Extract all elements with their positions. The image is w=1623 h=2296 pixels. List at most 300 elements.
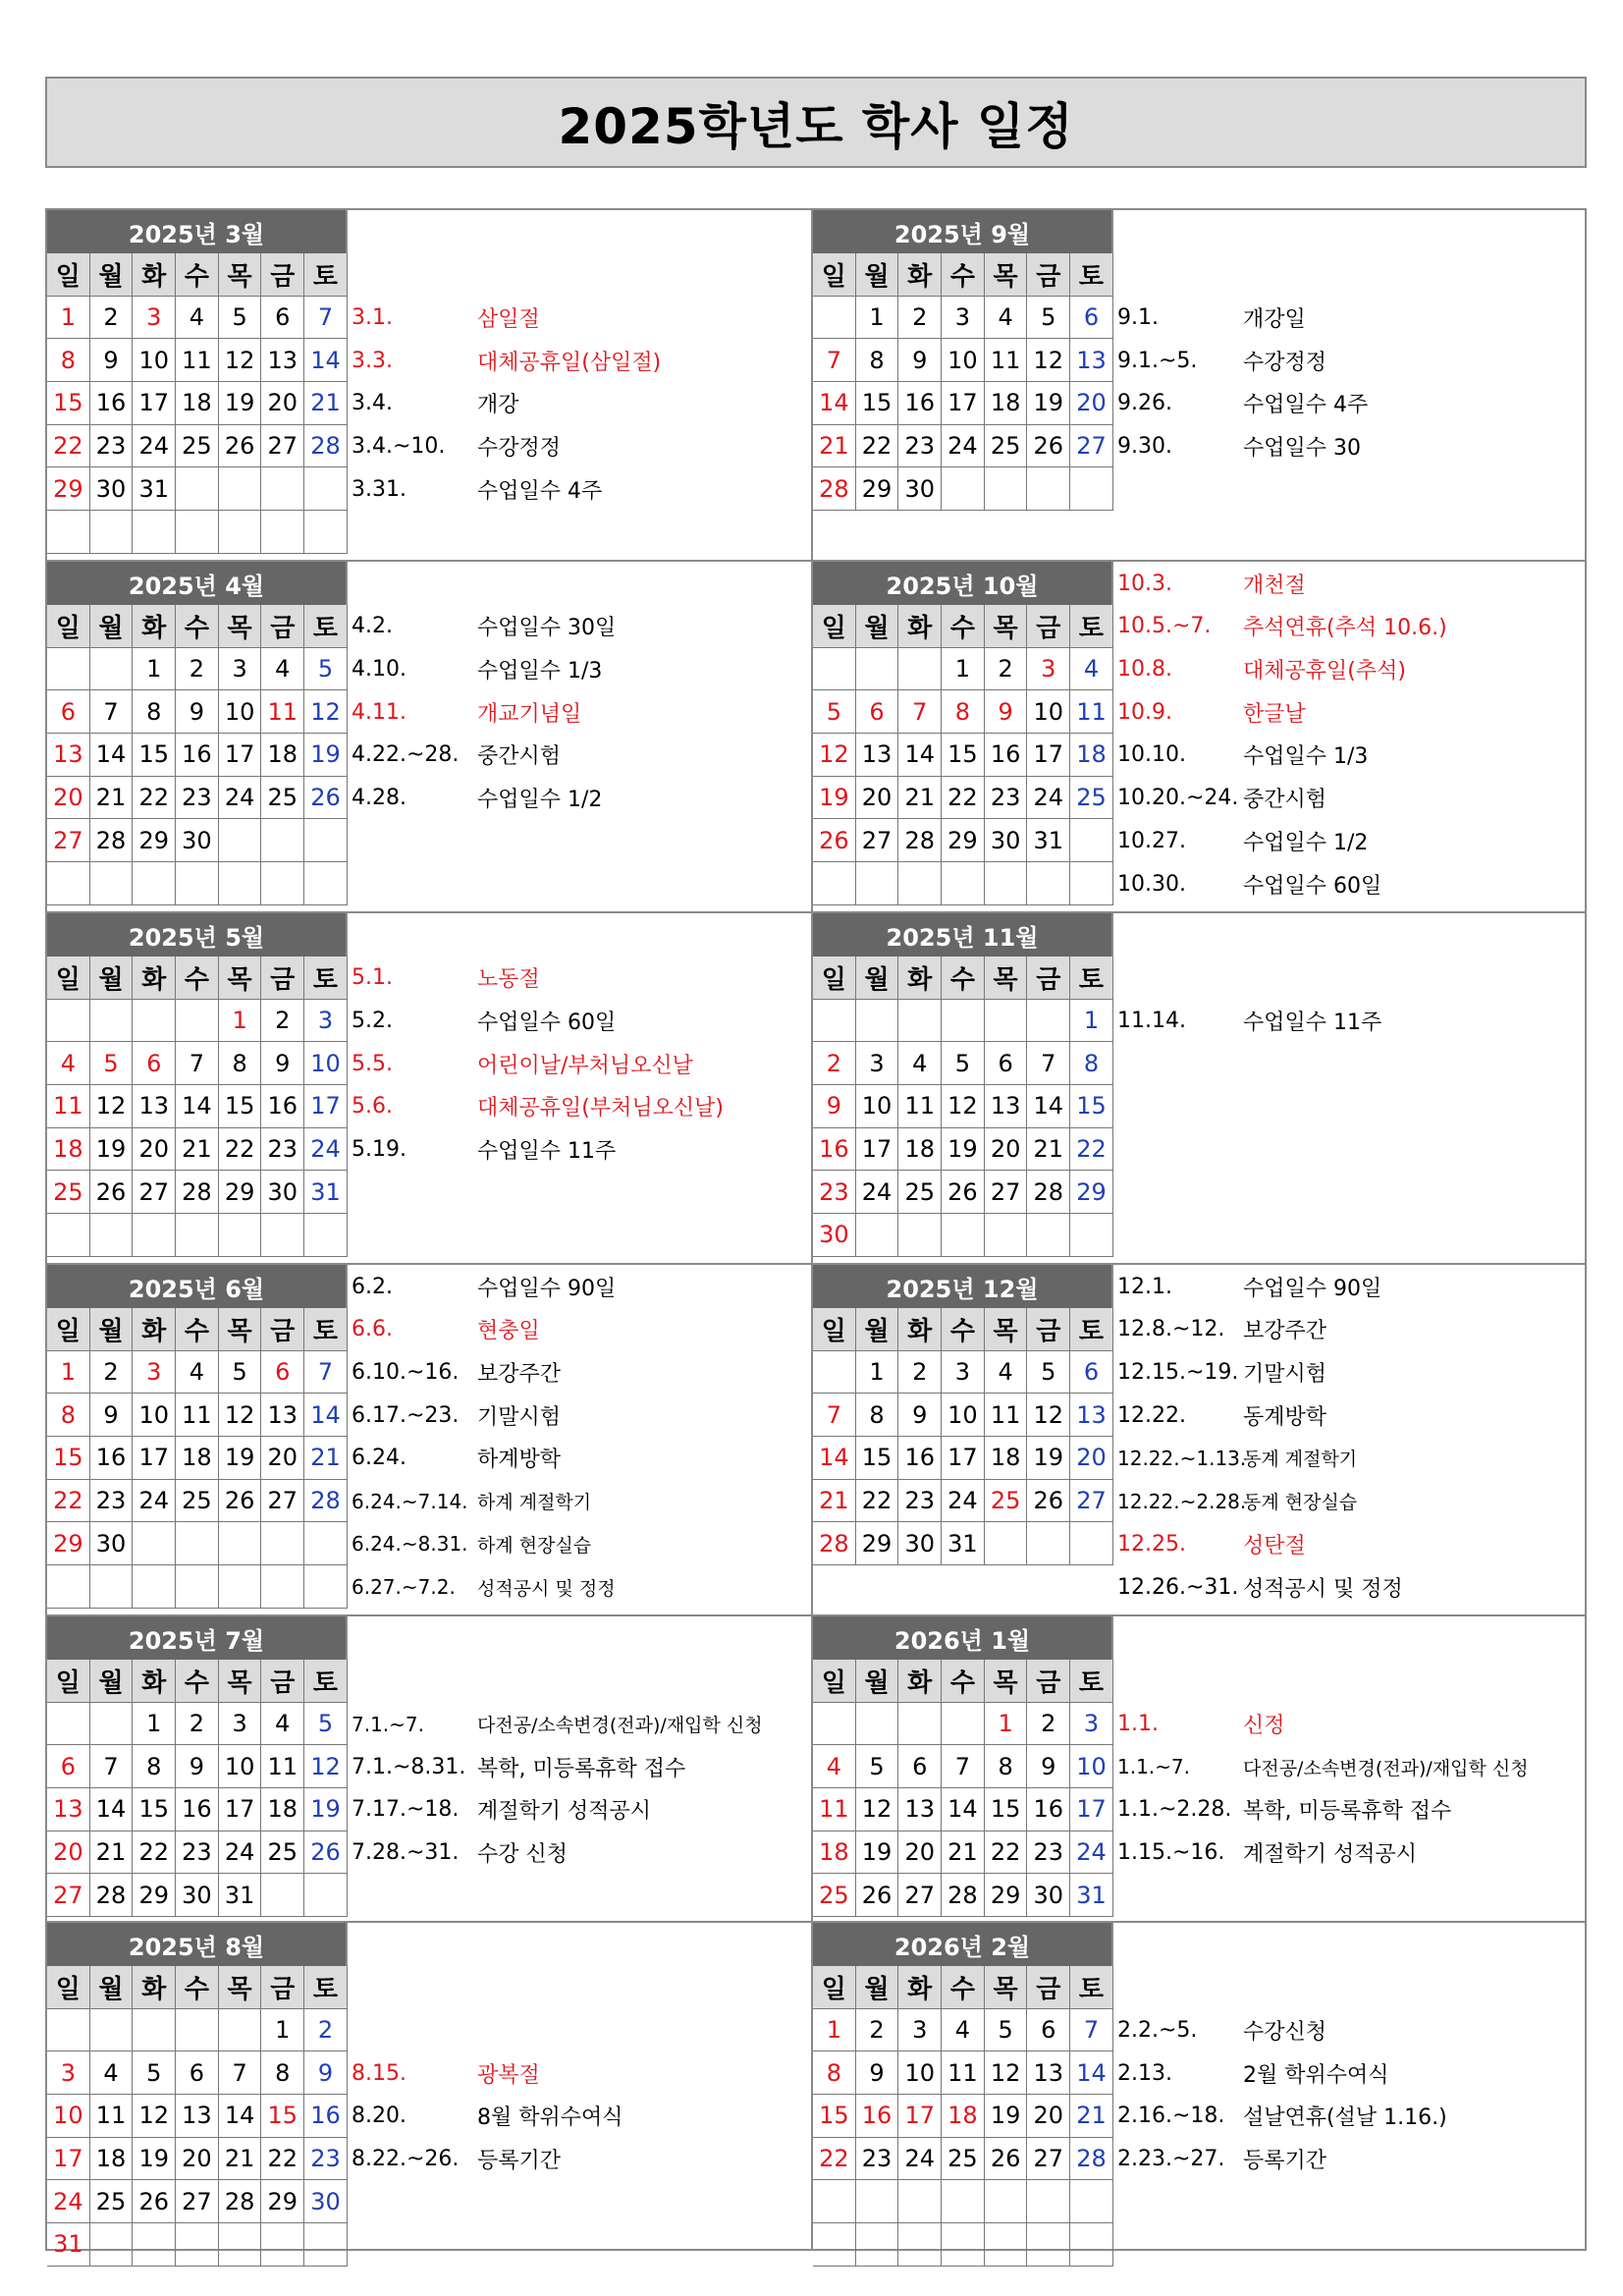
month-title: 2025년 6월 [47,1265,348,1308]
day-cell: 11 [813,1788,856,1831]
week-row [47,1214,348,1257]
day-cell: 14 [90,734,134,777]
day-cell: 16 [1027,1788,1070,1831]
weekday-header [47,1308,348,1351]
week-row [47,1831,348,1875]
day-cell [219,862,262,905]
week-row [813,819,1113,862]
week-row [47,690,348,734]
week-row [813,862,1113,905]
day-cell: 10 [942,1394,985,1437]
day-cell: 6 [133,1042,176,1085]
event-title: 대체공휴일(부처님오신날) [477,1096,724,1121]
day-cell [898,1000,942,1043]
event-title: 다전공/소속변경(전과)/재입학 신청 [1243,1757,1529,1779]
day-cell: 7 [813,1394,856,1437]
weekday-label: 목 [219,253,262,297]
weekday-header [47,1966,348,2009]
day-cell: 22 [47,1480,90,1523]
event-date: 12.26.~31. [1117,1574,1239,1600]
week-row [47,1000,348,1043]
event-title: 하계 계절학기 [477,1492,592,1514]
week-row [47,1437,348,1480]
day-cell: 26 [942,1171,985,1214]
month-title: 2025년 10월 [813,562,1113,605]
month-block [811,1921,1585,2249]
day-cell: 2 [90,297,134,340]
day-cell: 26 [219,1480,262,1523]
day-cell: 25 [813,1874,856,1917]
day-cell: 23 [1027,1831,1070,1875]
month-title: 2025년 5월 [47,913,348,957]
weekday-label: 화 [898,1966,942,2009]
day-cell [261,2223,304,2267]
event-date: 6.27.~7.2. [352,1575,456,1600]
day-cell: 7 [1070,2009,1113,2052]
day-cell: 21 [304,382,348,425]
day-cell: 12 [1027,1394,1070,1437]
day-cell: 12 [133,2095,176,2138]
day-cell: 18 [985,1437,1028,1480]
day-cell: 22 [1070,1128,1113,1172]
day-cell: 10 [219,1745,262,1788]
event-title: 보강주간 [1243,1319,1327,1344]
day-cell: 2 [176,1703,219,1746]
month-calendar [813,562,1113,905]
event-title: 추석연휴(추석 10.6.) [1243,616,1447,641]
day-cell: 12 [856,1788,899,1831]
month-block [811,911,1585,1263]
day-cell: 14 [176,1085,219,1128]
day-cell: 28 [942,1874,985,1917]
event-row [352,1049,693,1078]
day-cell: 21 [898,777,942,820]
event-date: 10.8. [1117,657,1172,683]
weekday-label: 화 [133,605,176,648]
day-cell: 31 [942,1522,985,1565]
day-cell: 7 [176,1042,219,1085]
calendar-frame [45,208,1587,2259]
day-cell: 5 [304,648,348,691]
day-cell: 11 [1070,690,1113,734]
day-cell: 2 [898,297,942,340]
day-cell: 8 [133,1745,176,1788]
weekday-label: 수 [176,1308,219,1351]
week-row [47,1874,348,1917]
day-cell: 21 [219,2138,262,2181]
event-row [352,963,540,993]
day-cell: 11 [985,339,1028,382]
day-cell: 24 [304,1128,348,1172]
day-cell: 25 [1070,777,1113,820]
day-cell: 11 [942,2051,985,2095]
month-block [811,560,1585,911]
day-cell [856,2180,899,2223]
day-cell: 24 [133,425,176,468]
weekday-label: 금 [1027,1966,1070,2009]
event-row [1117,655,1406,684]
day-cell [133,2009,176,2052]
event-row [352,697,581,727]
day-cell: 15 [133,734,176,777]
day-cell [47,511,90,554]
event-title: 수업일수 60일 [1243,873,1382,899]
day-cell: 20 [985,1128,1028,1172]
event-date: 12.22.~1.13. [1117,1446,1247,1470]
day-cell: 22 [47,425,90,468]
day-cell: 4 [176,297,219,340]
day-cell: 6 [261,1351,304,1394]
day-cell: 7 [813,339,856,382]
day-cell: 26 [856,1874,899,1917]
event-row [1117,1710,1285,1739]
day-cell: 8 [261,2051,304,2095]
day-cell: 7 [898,690,942,734]
day-cell: 6 [176,2051,219,2095]
event-date: 7.1.~7. [352,1712,425,1736]
weekday-header [47,253,348,297]
day-cell: 23 [90,1480,134,1523]
day-cell: 4 [813,1745,856,1788]
event-title: 동계 현장실습 [1243,1492,1358,1514]
weekday-label: 토 [1070,605,1113,648]
day-cell: 24 [133,1480,176,1523]
month-block [47,208,811,560]
day-cell [176,862,219,905]
day-cell: 1 [856,297,899,340]
day-cell: 14 [898,734,942,777]
week-row [47,511,348,554]
weekday-label: 금 [1027,253,1070,297]
event-row [352,655,602,684]
day-cell [856,648,899,691]
day-cell: 15 [261,2095,304,2138]
day-cell [813,2223,856,2267]
day-cell: 22 [813,2138,856,2181]
day-cell: 15 [813,2095,856,2138]
event-date: 5.19. [352,1137,406,1163]
day-cell: 31 [47,2223,90,2267]
weekday-label: 금 [1027,605,1070,648]
day-cell: 3 [942,1351,985,1394]
month-calendar [813,1923,1113,2267]
week-row [47,425,348,468]
day-cell: 31 [133,467,176,511]
week-row [813,1000,1113,1043]
day-cell [304,1874,348,1917]
day-cell: 24 [942,1480,985,1523]
month-calendar [813,1616,1113,1917]
day-cell: 17 [856,1128,899,1172]
weekday-label: 목 [985,605,1028,648]
week-row [813,1394,1113,1437]
event-date: 4.2. [352,614,393,639]
day-cell: 24 [1070,1831,1113,1875]
event-date: 3.4.~10. [352,434,446,460]
day-cell: 7 [942,1745,985,1788]
day-cell: 27 [1027,2138,1070,2181]
week-row [813,690,1113,734]
month-block [47,1921,811,2259]
day-cell [898,862,942,905]
day-cell: 15 [219,1085,262,1128]
day-cell: 4 [985,1351,1028,1394]
week-row [47,297,348,340]
day-cell: 2 [856,2009,899,2052]
event-date: 1.1.~2.28. [1117,1797,1232,1823]
day-cell: 26 [1027,1480,1070,1523]
day-cell: 19 [304,734,348,777]
day-cell: 28 [90,1874,134,1917]
day-cell: 11 [898,1085,942,1128]
event-title: 수강정정 [1243,350,1327,375]
day-cell: 27 [261,425,304,468]
week-row [813,648,1113,691]
day-cell [813,862,856,905]
weekday-label: 수 [942,1308,985,1351]
day-cell: 4 [942,2009,985,2052]
day-cell [176,1522,219,1565]
day-cell: 3 [219,1703,262,1746]
weekday-label: 화 [898,1308,942,1351]
day-cell [985,1522,1028,1565]
event-row [352,1752,685,1781]
day-cell: 13 [856,734,899,777]
day-cell: 9 [176,690,219,734]
day-cell: 20 [898,1831,942,1875]
event-date: 8.20. [352,2104,406,2129]
week-row [47,2051,348,2095]
day-cell [90,1703,134,1746]
event-date: 5.2. [352,1009,393,1034]
week-row [813,382,1113,425]
day-cell: 21 [1070,2095,1113,2138]
day-cell: 4 [261,1703,304,1746]
week-row [47,1522,348,1565]
event-row [352,784,602,813]
weekday-label: 월 [856,1660,899,1703]
day-cell [304,1565,348,1609]
event-date: 7.28.~31. [352,1840,460,1866]
day-cell: 21 [813,1480,856,1523]
day-cell: 17 [1027,734,1070,777]
day-cell: 9 [813,1085,856,1128]
day-cell: 3 [133,297,176,340]
day-cell: 8 [942,690,985,734]
day-cell: 12 [304,690,348,734]
day-cell: 1 [856,1351,899,1394]
event-date: 6.2. [352,1274,393,1299]
day-cell [47,2009,90,2052]
weekday-label: 일 [47,957,90,1000]
weekday-label: 금 [261,253,304,297]
day-cell [176,467,219,511]
day-cell: 22 [133,1831,176,1875]
event-date: 4.10. [352,657,406,683]
day-cell: 1 [219,1000,262,1043]
weekday-label: 목 [985,253,1028,297]
day-cell: 2 [985,648,1028,691]
week-row [47,2180,348,2223]
day-cell: 23 [176,1831,219,1875]
day-cell: 26 [813,819,856,862]
day-cell: 7 [304,1351,348,1394]
event-row [1117,1838,1417,1868]
event-row [352,1272,616,1301]
day-cell: 3 [942,297,985,340]
weekday-label: 화 [898,253,942,297]
day-cell: 27 [133,1171,176,1214]
weekday-label: 목 [985,1966,1028,2009]
day-cell: 16 [261,1085,304,1128]
day-cell: 17 [304,1085,348,1128]
day-cell [1027,2180,1070,2223]
event-date: 9.26. [1117,391,1172,416]
day-cell [856,1214,899,1257]
month-calendar [813,210,1113,511]
event-row [1117,1400,1326,1430]
day-cell [985,2223,1028,2267]
event-date: 12.22.~2.28. [1117,1489,1247,1513]
event-row [352,1444,561,1473]
day-cell: 13 [1070,339,1113,382]
day-cell [261,1522,304,1565]
event-row [1117,697,1306,727]
day-cell: 16 [90,382,134,425]
day-cell: 31 [1027,819,1070,862]
day-cell: 18 [942,2095,985,2138]
weekday-label: 금 [1027,1308,1070,1351]
day-cell: 29 [1070,1171,1113,1214]
day-cell: 16 [898,382,942,425]
month-title: 2025년 7월 [47,1616,348,1660]
title-bar [45,77,1587,168]
day-cell [261,511,304,554]
event-date: 1.1.~7. [1117,1755,1191,1779]
event-title: 등록기간 [1243,2149,1327,2174]
day-cell: 11 [47,1085,90,1128]
day-cell: 16 [898,1437,942,1480]
event-title: 수업일수 1/2 [477,788,603,813]
month-calendar [47,1616,348,1917]
day-cell: 8 [133,690,176,734]
event-date: 12.8.~12. [1117,1317,1225,1342]
event-row [352,1838,568,1868]
week-row [813,1214,1113,1257]
day-cell [219,1565,262,1609]
day-cell: 29 [856,1522,899,1565]
weekday-label: 토 [1070,957,1113,1000]
day-cell: 11 [176,339,219,382]
event-title: 복학, 미등록휴학 접수 [477,1756,686,1781]
event-date: 1.15.~16. [1117,1840,1225,1866]
week-row [813,1788,1113,1831]
week-row [47,819,348,862]
day-cell: 10 [219,690,262,734]
day-cell: 6 [1070,1351,1113,1394]
day-cell: 7 [90,1745,134,1788]
event-date: 12.22. [1117,1402,1186,1428]
event-title: 노동절 [477,967,540,993]
day-cell: 14 [219,2095,262,2138]
weekday-label: 화 [898,1660,942,1703]
day-cell: 1 [813,2009,856,2052]
weekday-label: 토 [1070,1660,1113,1703]
day-cell: 24 [856,1171,899,1214]
day-cell: 31 [1070,1874,1113,1917]
day-cell: 28 [219,2180,262,2223]
day-cell: 26 [1027,425,1070,468]
weekday-label: 금 [1027,957,1070,1000]
month-calendar [47,562,348,905]
weekday-label: 일 [813,253,856,297]
day-cell [813,2180,856,2223]
day-cell: 7 [304,297,348,340]
day-cell [47,1000,90,1043]
weekday-label: 금 [261,957,304,1000]
day-cell [133,862,176,905]
week-row [47,467,348,511]
weekday-label: 수 [176,957,219,1000]
weekday-label: 수 [942,1660,985,1703]
day-cell [1070,2223,1113,2267]
day-cell: 5 [219,1351,262,1394]
event-row [352,1795,651,1825]
day-cell: 22 [856,425,899,468]
day-cell [1027,1522,1070,1565]
day-cell: 24 [898,2138,942,2181]
day-cell: 28 [176,1171,219,1214]
day-cell: 14 [1027,1085,1070,1128]
day-cell: 17 [219,1788,262,1831]
day-cell: 28 [1027,1171,1070,1214]
event-row [352,612,616,641]
day-cell: 23 [304,2138,348,2181]
day-cell: 28 [813,467,856,511]
week-row [813,1437,1113,1480]
event-title: 동계 계절학기 [1243,1449,1358,1471]
day-cell [942,467,985,511]
day-cell [90,1565,134,1609]
weekday-label: 화 [133,1660,176,1703]
day-cell: 30 [898,1522,942,1565]
event-row [1117,1752,1529,1781]
day-cell [1070,467,1113,511]
weekday-label: 월 [90,1966,134,2009]
week-row [813,2138,1113,2181]
event-title: 설날연휴(설날 1.16.) [1243,2105,1447,2131]
day-cell: 15 [985,1788,1028,1831]
day-cell: 1 [261,2009,304,2052]
day-cell: 24 [219,1831,262,1875]
day-cell [90,2009,134,2052]
day-cell [133,2223,176,2267]
day-cell [1070,819,1113,862]
day-cell: 1 [133,648,176,691]
event-title: 수업일수 30일 [477,616,617,641]
event-title: 신정 [1243,1714,1285,1739]
week-row [813,1831,1113,1875]
event-row [352,2102,623,2131]
day-cell: 8 [985,1745,1028,1788]
day-cell: 12 [985,2051,1028,2095]
event-date: 9.1. [1117,305,1159,331]
day-cell [219,2009,262,2052]
day-cell [898,648,942,691]
month-block [47,560,811,911]
week-row [47,1042,348,1085]
event-row [1117,612,1447,641]
